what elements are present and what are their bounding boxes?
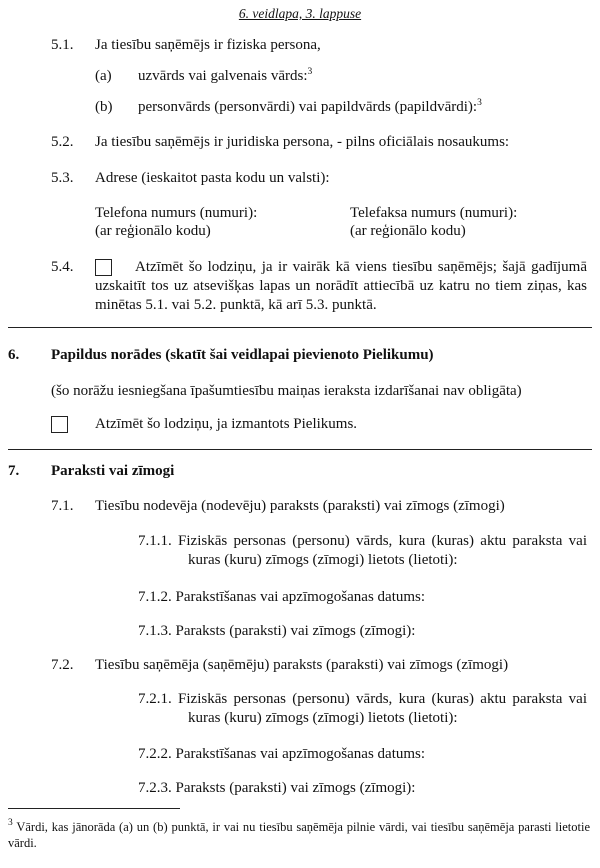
section-7-number: 7. bbox=[8, 463, 20, 479]
item-a-label: (a) bbox=[95, 68, 112, 84]
section-6-title: Papildus norādes (skatīt šai veidlapai pievienoto Pielikumu) bbox=[51, 347, 434, 363]
footnote-ref: 3 bbox=[477, 98, 482, 108]
item-7-2-text: Tiesību saņēmēja (saņēmēju) paraksts (paraksti) vai zīmogs (zīmogi) bbox=[95, 657, 509, 673]
item-7-2-number: 7.2. bbox=[51, 657, 74, 673]
item-7-1-2-text: 7.1.2. Parakstīšanas vai apzīmogošanas datums: bbox=[138, 589, 426, 605]
item-7-1-number: 7.1. bbox=[51, 498, 74, 514]
item-5-3-number: 5.3. bbox=[51, 170, 74, 186]
item-7-1-1-text: 7.1.1. Fiziskās personas (personu) vārds, kura (kuras) aktu paraksta vai kuras (kuru) zīmogs (zīmogi) lietots (lietoti): bbox=[138, 533, 587, 568]
phone-label: Telefona numurs (numuri): bbox=[95, 205, 258, 221]
item-5-1-text: Ja tiesību saņēmējs ir fiziska persona, bbox=[95, 37, 321, 53]
footnote-ref: 3 bbox=[307, 67, 313, 77]
footnote bbox=[8, 819, 590, 851]
item-7-2-3-text: 7.2.3. Paraksts (paraksti) vai zīmogs (zīmogi): bbox=[138, 780, 416, 796]
item-7-1-3-text: 7.1.3. Paraksts (paraksti) vai zīmogs (zīmogi): bbox=[138, 623, 416, 639]
item-7-2-2-text: 7.2.2. Parakstīšanas vai apzīmogošanas datums: bbox=[138, 746, 426, 762]
annex-checkbox-label: Atzīmēt šo lodziņu, ja izmantots Pielikums. bbox=[95, 416, 358, 432]
phone-sublabel: (ar reģionālo kodu) bbox=[95, 223, 211, 239]
footnote-mark: 3 bbox=[8, 818, 13, 828]
section-6-number: 6. bbox=[8, 347, 20, 363]
item-b-text: personvārds (personvārdi) vai papildvārds (papildvārdi):$^3$ bbox=[138, 98, 482, 115]
item-5-4-text: Atzīmēt šo lodziņu, ja ir vairāk kā viens tiesību saņēmējs; šajā gadījumā uzskaitīt tos uz atsevišķas lapas un norādīt attiecībā uz katru no tiem ziņas, kas minētas 5.1. vai 5.2. punktā, kā arī 5.3. punktā. bbox=[95, 259, 587, 313]
section-divider bbox=[8, 327, 592, 328]
item-b-label: (b) bbox=[95, 99, 113, 115]
item-5-2-number: 5.2. bbox=[51, 134, 74, 150]
fax-label: Telefaksa numurs (numuri): bbox=[350, 205, 518, 221]
page-header: 6. veidlapa, 3. lappuse bbox=[238, 6, 362, 21]
annex-checkbox[interactable] bbox=[51, 416, 68, 433]
section-7-title: Paraksti vai zīmogi bbox=[51, 463, 175, 479]
fax-sublabel: (ar reģionālo kodu) bbox=[350, 223, 466, 239]
item-a-text: uzvārds vai galvenais vārds:$^3$ bbox=[138, 67, 313, 84]
item-5-4-number: 5.4. bbox=[51, 259, 74, 275]
item-5-1-number: 5.1. bbox=[51, 37, 74, 53]
item-5-2-text: Ja tiesību saņēmējs ir juridiska persona, - pilns oficiālais nosaukums: bbox=[95, 134, 510, 150]
footnote-divider bbox=[8, 808, 180, 809]
footnote-text: Vārdi, kas jānorāda (a) un (b) punktā, ir vai nu tiesību saņēmēja pilnie vārdi, vai tiesību saņēmēja parasti lietotie vārdi. bbox=[8, 820, 590, 850]
item-7-2-1-text: 7.2.1. Fiziskās personas (personu) vārds, kura (kuras) aktu paraksta vai kuras (kuru) zīmogs (zīmogi) lietots (lietoti): bbox=[138, 691, 587, 726]
section-6-note: (šo norāžu iesniegšana īpašumtiesību maiņas ieraksta izdarīšanai nav obligāta) bbox=[51, 383, 522, 399]
item-5-3-text: Adrese (ieskaitot pasta kodu un valsti): bbox=[95, 170, 330, 186]
section-divider bbox=[8, 449, 592, 450]
item-7-1-text: Tiesību nodevēja (nodevēju) paraksts (paraksti) vai zīmogs (zīmogi) bbox=[95, 498, 505, 514]
